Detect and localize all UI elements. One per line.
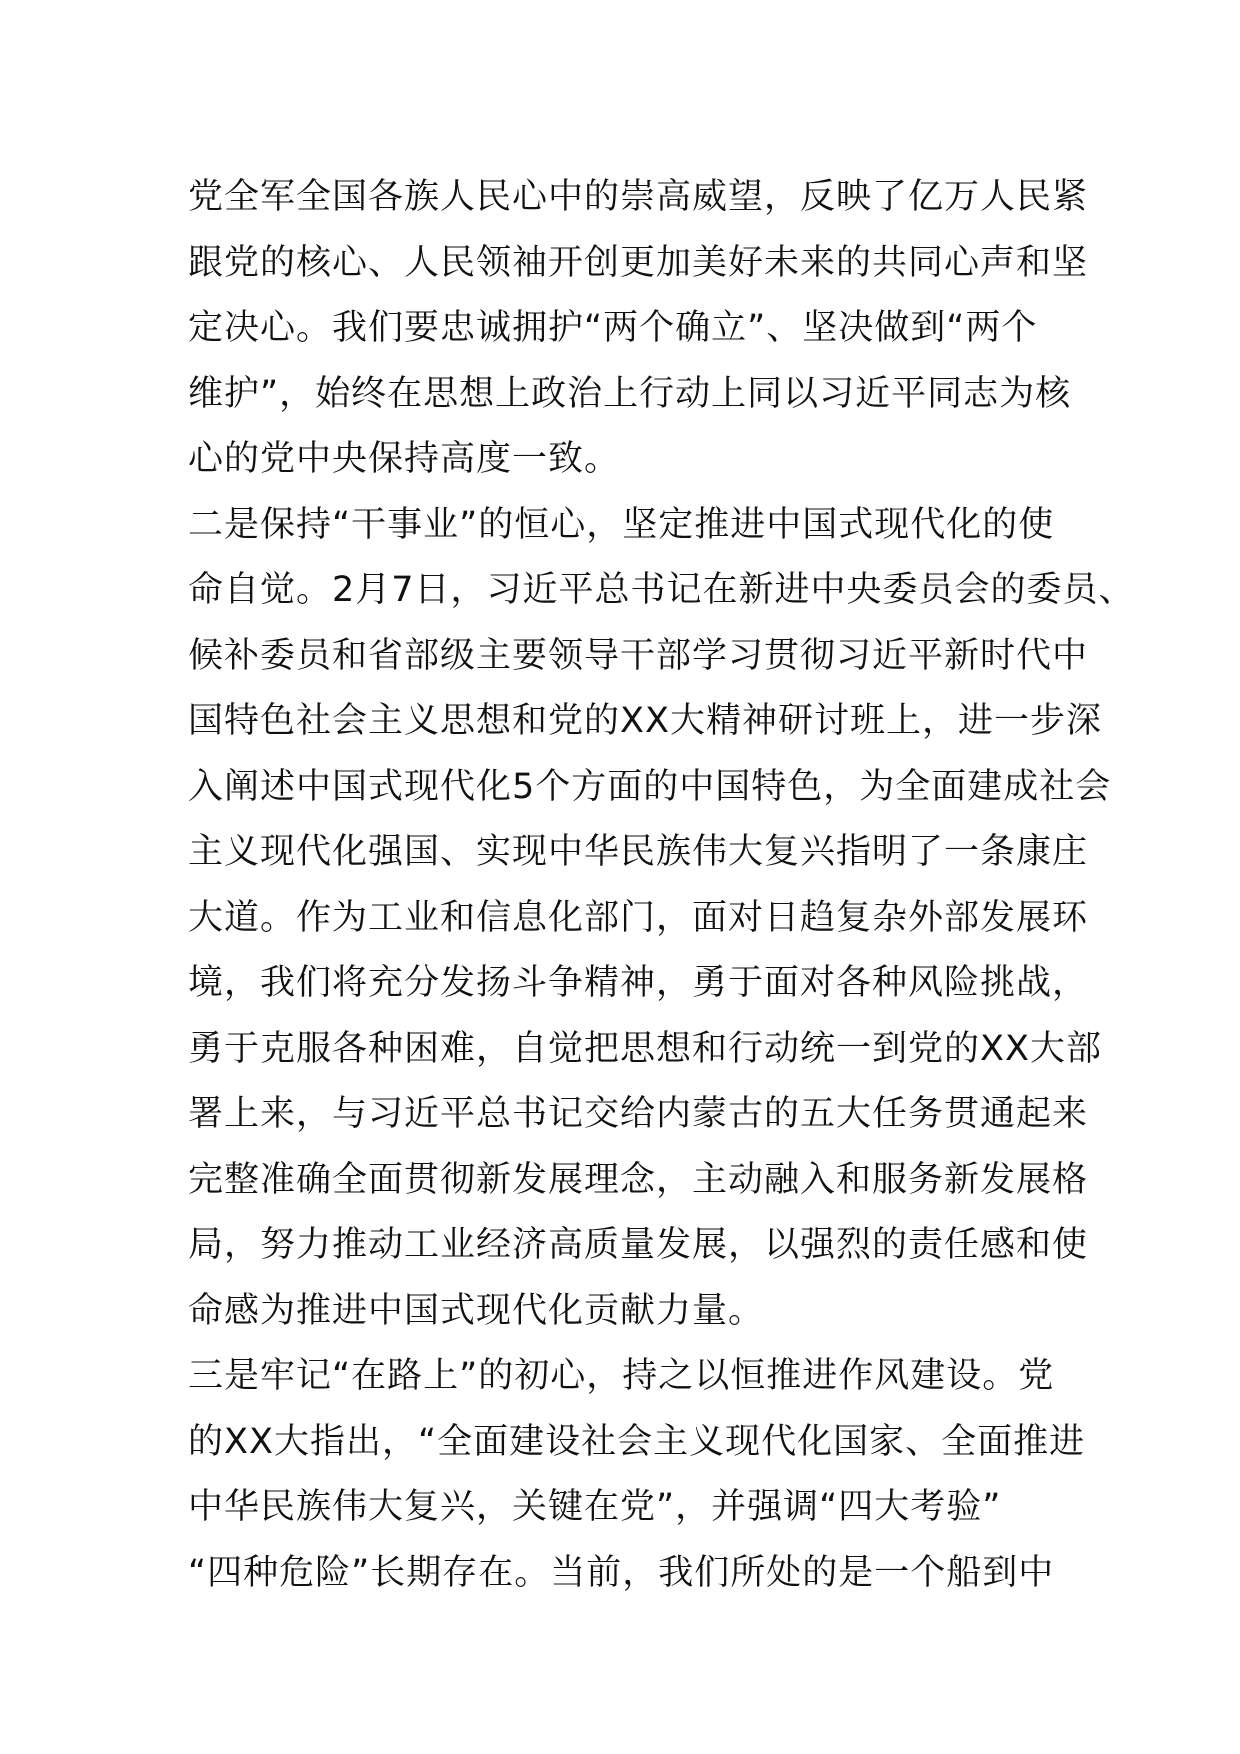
text-line: 中华民族伟大复兴，关键在党”，并强调“四大考验” <box>188 1487 1002 1527</box>
text-line: 主义现代化强国、实现中华民族伟大复兴指明了一条康庄 <box>188 832 1089 872</box>
text-line: 命自觉。2月7日，习近平总书记在新进中央委员会的委员、 <box>188 570 1135 610</box>
text-line: 跟党的核心、人民领袖开创更加美好未来的共同心声和坚 <box>188 242 1089 283</box>
text-line: 署上来，与习近平总书记交给内蒙古的五大任务贯通起来 <box>188 1094 1089 1134</box>
text-line: 局，努力推动工业经济高质量发展，以强烈的责任感和使 <box>188 1225 1089 1265</box>
text-line: 勇于克服各种困难，自觉把思想和行动统一到党的XX大部 <box>188 1028 1102 1069</box>
text-line: “四种危险”长期存在。当前，我们所处的是一个船到中 <box>188 1552 1055 1593</box>
text-line: 的XX大指出，“全面建设社会主义现代化国家、全面推进 <box>188 1421 1086 1462</box>
text-line: 入阐述中国式现代化5个方面的中国特色，为全面建成社会 <box>188 766 1112 807</box>
text-line: 国特色社会主义思想和党的XX大精神研讨班上，进一步深 <box>188 701 1102 741</box>
text-line: 完整准确全面贯彻新发展理念，主动融入和服务新发展格 <box>188 1159 1089 1200</box>
text-line: 三是牢记“在路上”的初心，持之以恒推进作风建设。党 <box>188 1356 1055 1396</box>
text-line: 命感为推进中国式现代化贡献力量。 <box>188 1290 765 1331</box>
text-line: 心的党中央保持高度一致。 <box>188 439 621 479</box>
text-line: 党全军全国各族人民心中的崇高威望，反映了亿万人民紧 <box>188 177 1089 217</box>
text-line: 境，我们将充分发扬斗争精神，勇于面对各种风险挑战， <box>188 963 1089 1003</box>
text-line: 候补委员和省部级主要领导干部学习贯彻习近平新时代中 <box>188 635 1089 676</box>
text-line: 二是保持“干事业”的恒心，坚定推进中国式现代化的使 <box>188 504 1055 545</box>
document-body <box>188 165 1135 1606</box>
text-line: 维护”，始终在思想上政治上行动上同以习近平同志为核 <box>188 373 1072 414</box>
text-line: 大道。作为工业和信息化部门，面对日趋复杂外部发展环 <box>188 897 1089 938</box>
text-line: 定决心。我们要忠诚拥护“两个确立”、坚决做到“两个 <box>188 308 1038 348</box>
